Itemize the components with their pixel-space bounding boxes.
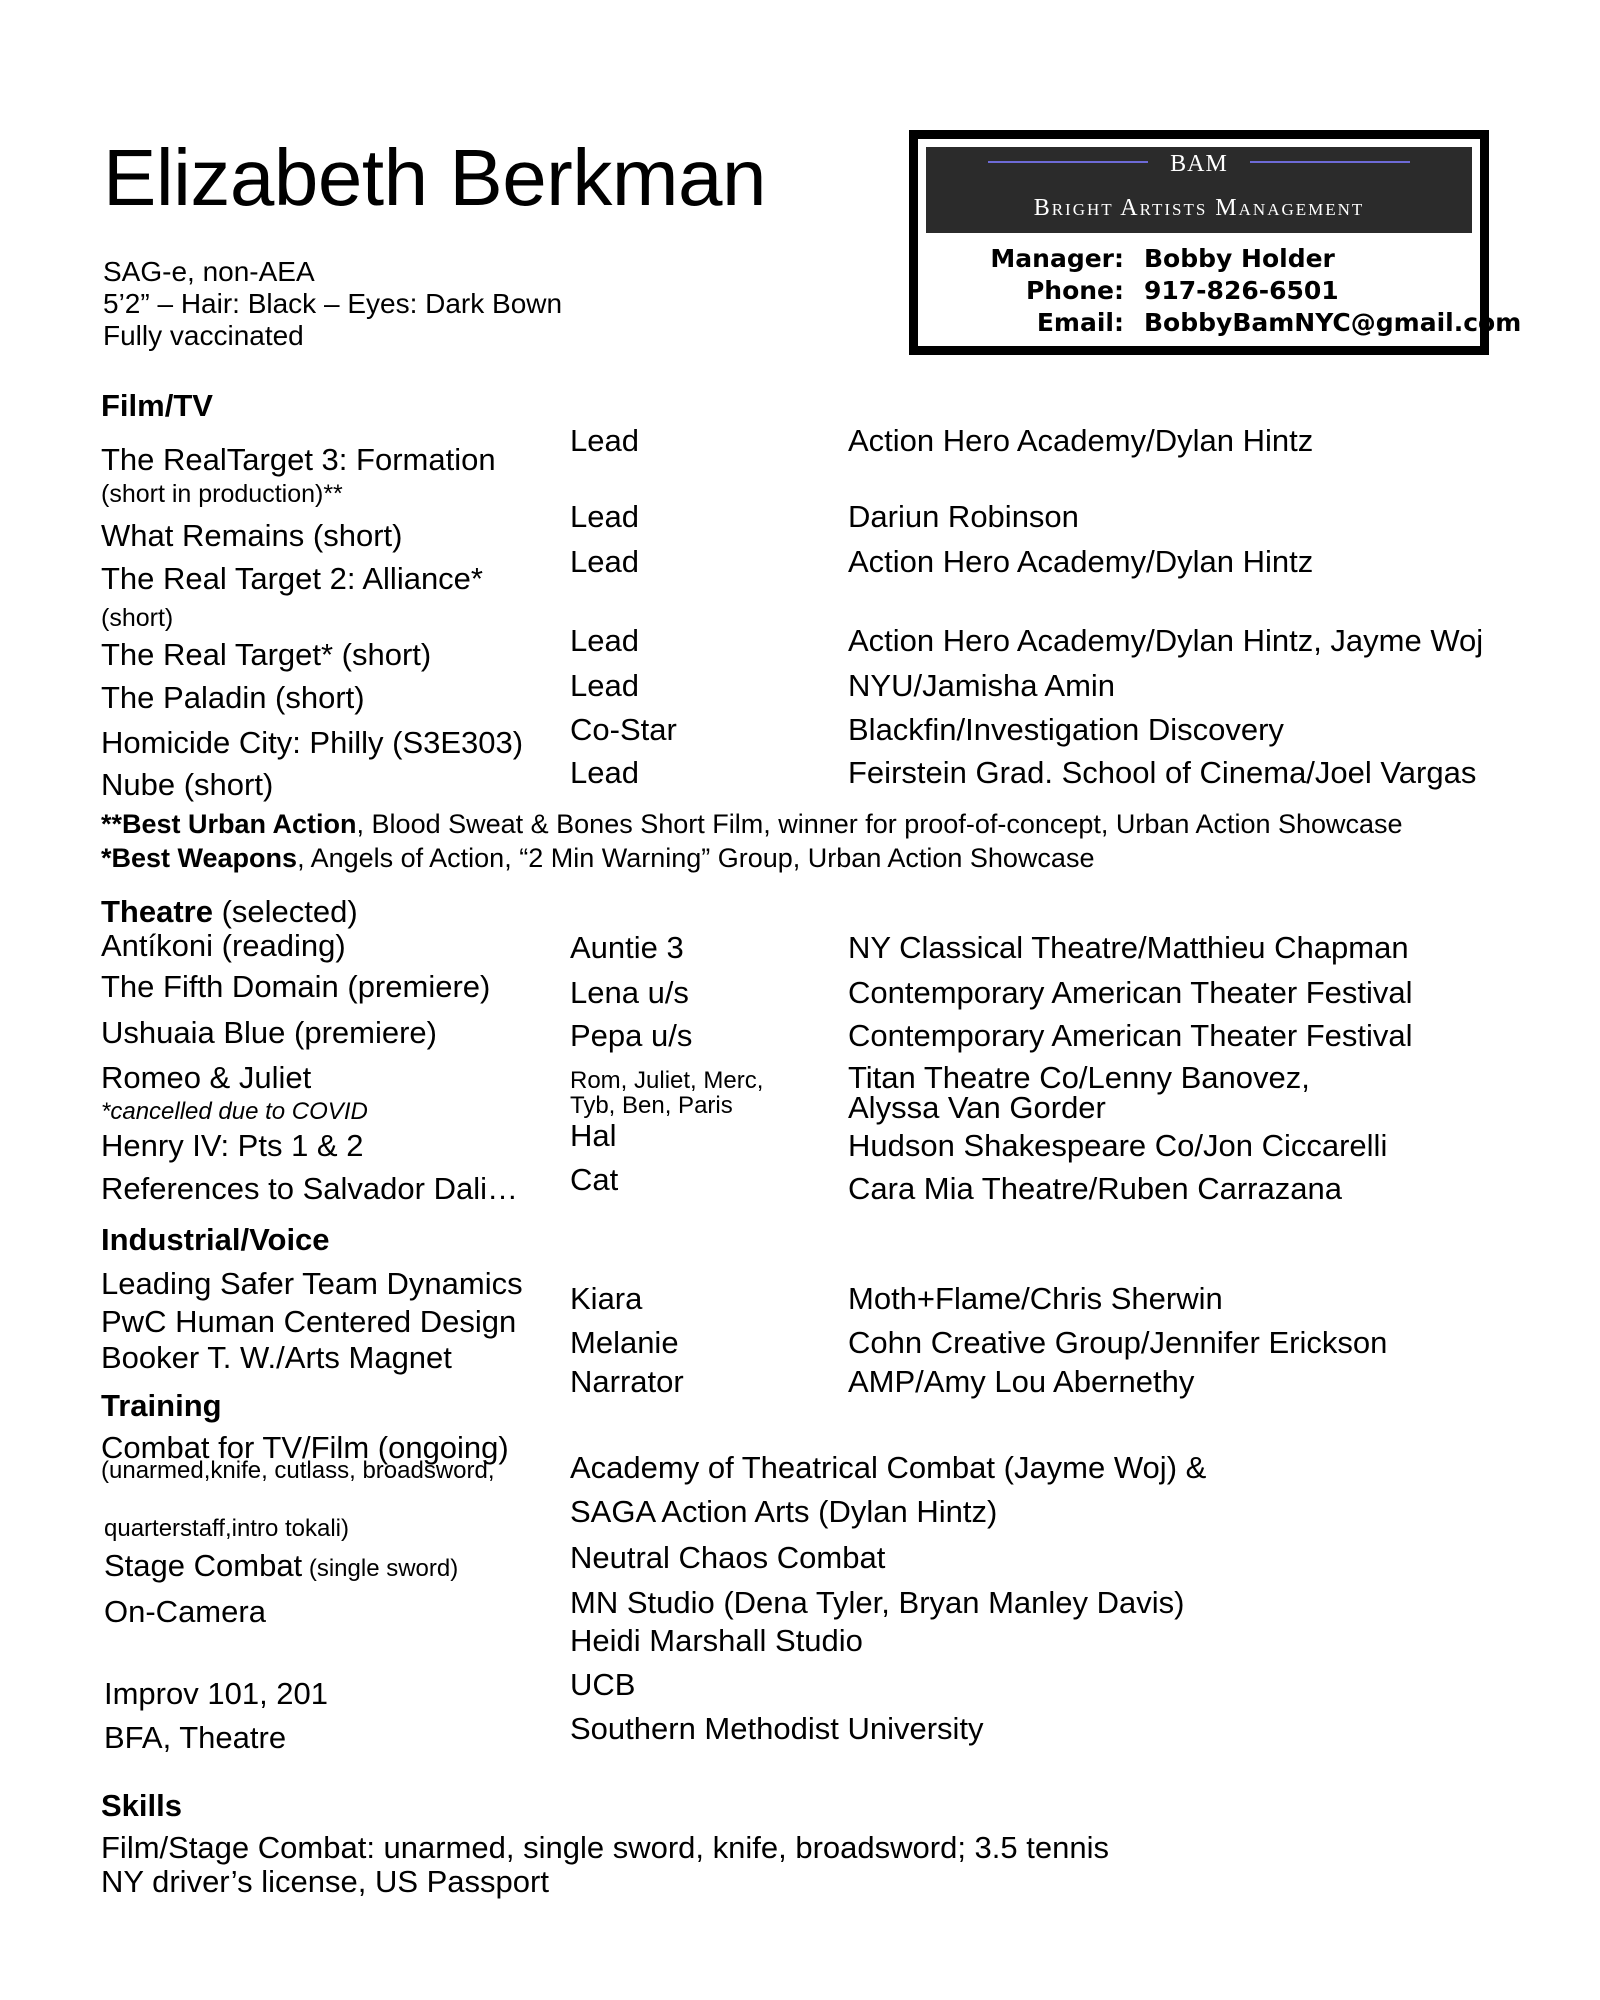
credit-title: Romeo & Juliet [101, 1060, 312, 1095]
email-address: BobbyBamNYC@gmail.com [1144, 308, 1522, 337]
section-heading-skills: Skills [101, 1788, 182, 1823]
union-status: SAG-e, non-AEA [103, 256, 315, 287]
training-school: UCB [570, 1667, 636, 1702]
agency-banner [926, 147, 1472, 233]
award-name: *Best Weapons [101, 843, 298, 873]
credit-role: Lead [570, 544, 639, 579]
credit-role: Tyb, Ben, Paris [570, 1092, 733, 1119]
credit-company: Alyssa Van Gorder [848, 1090, 1106, 1125]
credit-note: (short in production)** [101, 480, 343, 508]
credit-title: Homicide City: Philly (S3E303) [101, 725, 524, 760]
skills-line: Film/Stage Combat: unarmed, single sword, knife, broadsword; 3.5 tennis [101, 1830, 1109, 1865]
theatre-heading: Theatre [101, 894, 213, 929]
manager-label: Manager: [990, 244, 1124, 273]
credit-title: The Paladin (short) [101, 680, 365, 715]
training-school: MN Studio (Dena Tyler, Bryan Manley Davis) [570, 1585, 1185, 1620]
credit-company: Titan Theatre Co/Lenny Banovez, [848, 1060, 1310, 1095]
training-title: BFA, Theatre [104, 1720, 287, 1755]
training-school: Academy of Theatrical Combat (Jayme Woj) & [570, 1450, 1207, 1485]
credit-company: Blackfin/Investigation Discovery [848, 712, 1284, 747]
phone-label: Phone: [1025, 276, 1124, 305]
training-school: Heidi Marshall Studio [570, 1623, 863, 1658]
credit-role: Rom, Juliet, Merc, [570, 1067, 764, 1094]
credit-company: Cara Mia Theatre/Ruben Carrazana [848, 1171, 1342, 1206]
training-school: Southern Methodist University [570, 1711, 984, 1746]
award-detail: , Blood Sweat & Bones Short Film, winner for proof-of-concept, Urban Action Showcase [356, 809, 1403, 839]
credit-title: PwC Human Centered Design [101, 1304, 517, 1339]
training-note: (unarmed,knife, cutlass, broadsword, [101, 1457, 495, 1484]
credit-role: Kiara [570, 1281, 643, 1316]
actor-name: Elizabeth Berkman [103, 133, 766, 222]
credit-company: Action Hero Academy/Dylan Hintz [848, 544, 1314, 579]
credit-title: Ushuaia Blue (premiere) [101, 1015, 437, 1050]
credit-role: Melanie [570, 1325, 679, 1360]
contact-labels [974, 243, 1124, 339]
vaccination-status: Fully vaccinated [103, 320, 304, 351]
credit-title: The Real Target* (short) [101, 637, 432, 672]
credit-note: (short) [101, 604, 174, 632]
section-heading-film-tv: Film/TV [101, 388, 213, 423]
credit-title: Leading Safer Team Dynamics [101, 1266, 523, 1301]
manager-name: Bobby Holder [1144, 244, 1335, 273]
credit-title: Henry IV: Pts 1 & 2 [101, 1128, 364, 1163]
credit-role: Auntie 3 [570, 930, 684, 965]
credit-title: What Remains (short) [101, 518, 403, 553]
credit-role: Hal [570, 1118, 617, 1153]
training-school: Neutral Chaos Combat [570, 1540, 886, 1575]
award-note [101, 842, 1094, 874]
section-heading-theatre [101, 894, 358, 930]
section-heading-training: Training [101, 1388, 222, 1423]
section-heading-industrial: Industrial/Voice [101, 1222, 330, 1257]
agency-name: Bright Artists Management [1033, 195, 1365, 221]
award-note [101, 808, 1403, 840]
credit-role: Lead [570, 755, 639, 790]
credit-company: Moth+Flame/Chris Sherwin [848, 1281, 1223, 1316]
credit-company: Feirstein Grad. School of Cinema/Joel Vargas [848, 755, 1477, 790]
training-title: Combat for TV/Film (ongoing) [101, 1430, 509, 1465]
skills-line: NY driver’s license, US Passport [101, 1864, 549, 1899]
theatre-heading-suffix: (selected) [212, 894, 358, 929]
credit-role: Lead [570, 623, 639, 658]
credit-company: AMP/Amy Lou Abernethy [848, 1364, 1195, 1399]
manager-card [909, 130, 1522, 355]
credit-title: References to Salvador Dali… [101, 1171, 518, 1206]
credit-role: Lead [570, 423, 639, 458]
credit-role: Lead [570, 499, 639, 534]
credit-title: Antíkoni (reading) [101, 928, 346, 963]
contact-values [1144, 243, 1521, 339]
credit-title: The Fifth Domain (premiere) [101, 969, 491, 1004]
credit-company: Cohn Creative Group/Jennifer Erickson [848, 1325, 1388, 1360]
email-label: Email: [1036, 308, 1124, 337]
credit-title: The Real Target 2: Alliance* [101, 561, 483, 596]
credit-role: Cat [570, 1162, 619, 1197]
credit-title: Booker T. W./Arts Magnet [101, 1340, 452, 1375]
stage-combat-title: Stage Combat [104, 1548, 303, 1583]
credit-company: Action Hero Academy/Dylan Hintz [848, 423, 1314, 458]
award-detail: , Angels of Action, “2 Min Warning” Group, Urban Action Showcase [297, 843, 1095, 873]
award-name: **Best Urban Action [101, 809, 357, 839]
training-title: Improv 101, 201 [104, 1676, 329, 1711]
credit-company: Contemporary American Theater Festival [848, 975, 1413, 1010]
credit-title: The RealTarget 3: Formation [101, 442, 496, 477]
divider [1250, 161, 1410, 163]
credit-role: Co-Star [570, 712, 677, 747]
credit-company: Dariun Robinson [848, 499, 1079, 534]
credit-company: Action Hero Academy/Dylan Hintz, Jayme Woj [848, 623, 1484, 658]
credit-company: Contemporary American Theater Festival [848, 1018, 1413, 1053]
training-note: quarterstaff,intro tokali) [104, 1515, 350, 1542]
credit-role: Lead [570, 668, 639, 703]
credit-company: NY Classical Theatre/Matthieu Chapman [848, 930, 1409, 965]
stage-combat-note: (single sword) [302, 1555, 459, 1582]
agency-abbr: BAM [1170, 151, 1228, 177]
credit-company: Hudson Shakespeare Co/Jon Ciccarelli [848, 1128, 1388, 1163]
credit-company: NYU/Jamisha Amin [848, 668, 1116, 703]
training-title [104, 1548, 458, 1584]
credit-role: Pepa u/s [570, 1018, 693, 1053]
training-school: SAGA Action Arts (Dylan Hintz) [570, 1494, 998, 1529]
credit-note: *cancelled due to COVID [101, 1098, 368, 1125]
physical-stats: 5’2” – Hair: Black – Eyes: Dark Bown [103, 288, 563, 319]
training-title: On-Camera [104, 1594, 266, 1629]
credit-role: Lena u/s [570, 975, 689, 1010]
credit-role: Narrator [570, 1364, 684, 1399]
phone-number: 917-826-6501 [1144, 276, 1339, 305]
credit-title: Nube (short) [101, 767, 274, 802]
